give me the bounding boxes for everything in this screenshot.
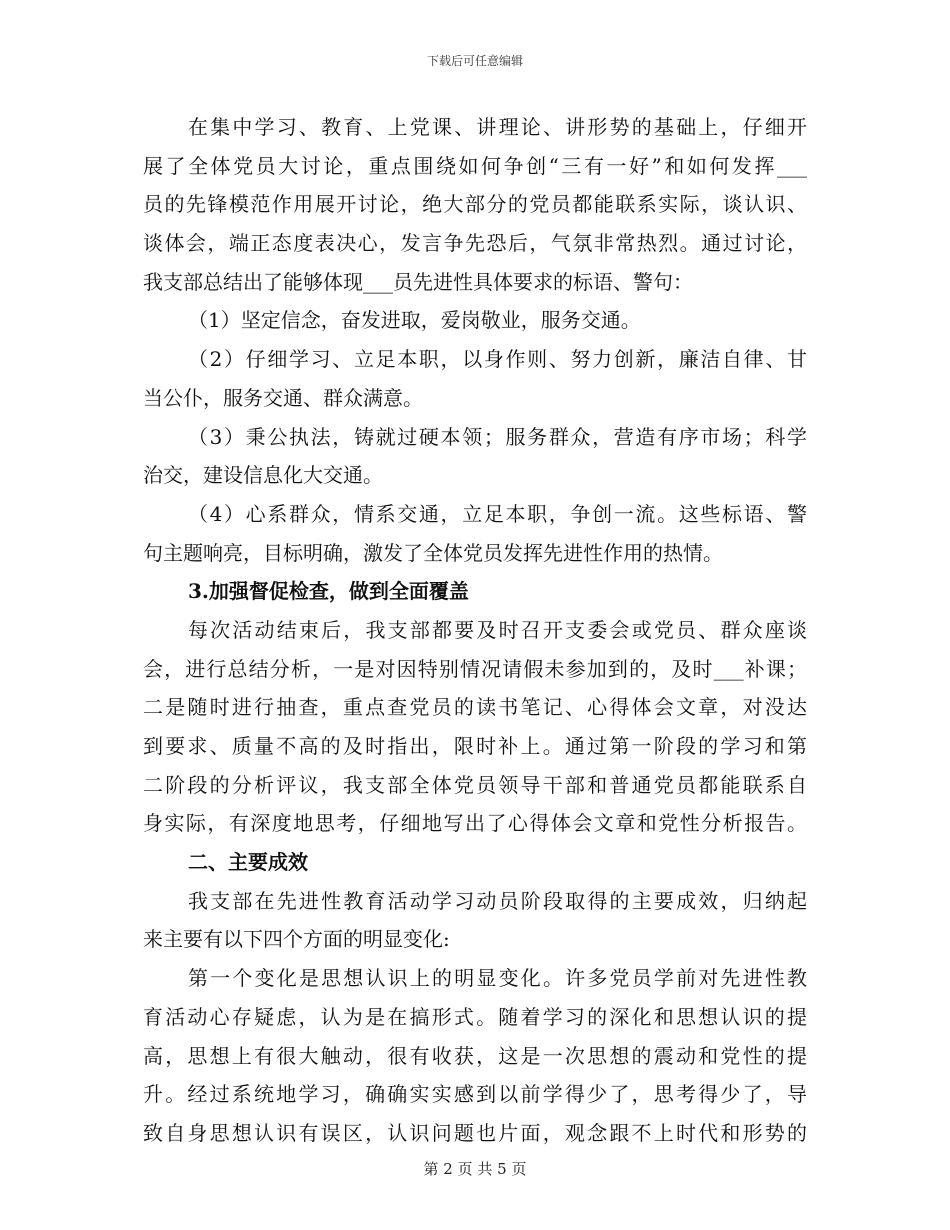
- paragraph-line: 身实际，有深度地思考，仔细地写出了心得体会文章和党性分析报告。: [143, 811, 807, 836]
- paragraph-line: 会，进行总结分析，一是对因特别情况请假未参加到的，及时___补课；: [143, 656, 807, 681]
- paragraph-line: 二是随时进行抽查，重点查党员的读书笔记、心得体会文章，对没达: [143, 695, 807, 720]
- paragraph-line: 第一个变化是思想认识上的明显变化。许多党员学前对先进性教: [188, 966, 807, 991]
- paragraph-line: 致自身思想认识有误区，认识问题也片面，观念跟不上时代和形势的: [143, 1120, 807, 1145]
- page-number-footer: 第 2 页 共 5 页: [423, 1160, 527, 1178]
- paragraph-line: 高，思想上有很大触动，很有收获，这是一次思想的震动和党性的提: [143, 1043, 807, 1068]
- paragraph-line: 展了全体党员大讨论，重点围绕如何争创“三有一好”和如何发挥___: [143, 153, 807, 178]
- paragraph-line: （4）心系群众，情系交通，立足本职，争创一流。这些标语、警: [188, 501, 807, 526]
- paragraph-line: （3）秉公执法，铸就过硬本领；服务群众，营造有序市场；科学: [188, 424, 807, 449]
- paragraph-line: 育活动心存疑虑，认为是在搞形式。随着学习的深化和思想认识的提: [143, 1004, 807, 1029]
- paragraph-line: 在集中学习、教育、上党课、讲理论、讲形势的基础上，仔细开: [188, 115, 807, 139]
- paragraph-line: （2）仔细学习、立足本职，以身作则、努力创新，廉洁自律、甘: [188, 347, 807, 372]
- paragraph-line: 我支部在先进性教育活动学习动员阶段取得的主要成效，归纳起: [188, 888, 807, 913]
- paragraph-line: 升。经过系统地学习，确确实实感到以前学得少了，思考得少了，导: [143, 1082, 807, 1107]
- paragraph-line: 二阶段的分析评议，我支部全体党员领导干部和普通党员都能联系自: [143, 772, 807, 797]
- paragraph-line: 治交，建设信息化大交通。: [143, 463, 383, 488]
- paragraph-line: 当公仆，服务交通、群众满意。: [143, 385, 423, 410]
- paragraph-line: 来主要有以下四个方面的明显变化:: [143, 927, 450, 952]
- paragraph-line: 到要求、质量不高的及时指出，限时补上。通过第一阶段的学习和第: [143, 734, 807, 758]
- section-heading: 3.加强督促检查，做到全面覆盖: [188, 579, 469, 604]
- paragraph-line: 句主题响亮，目标明确，激发了全体党员发挥先进性作用的热情。: [143, 540, 723, 565]
- section-heading: 二、主要成效: [188, 850, 308, 875]
- paragraph-line: 谈体会，端正态度表决心，发言争先恐后，气氛非常热烈。通过讨论，: [143, 231, 807, 256]
- page-header: 下载后可任意编辑: [426, 54, 523, 68]
- paragraph-line: （1）坚定信念，奋发进取，爱岗敬业，服务交通。: [188, 308, 641, 333]
- paragraph-line: 员的先锋模范作用展开讨论，绝大部分的党员都能联系实际，谈认识、: [143, 192, 807, 217]
- document-body: [143, 108, 807, 1153]
- paragraph-line: 每次活动结束后，我支部都要及时召开支委会或党员、群众座谈: [188, 617, 807, 642]
- paragraph-line: 我支部总结出了能够体现___员先进性具体要求的标语、警句：: [143, 269, 693, 294]
